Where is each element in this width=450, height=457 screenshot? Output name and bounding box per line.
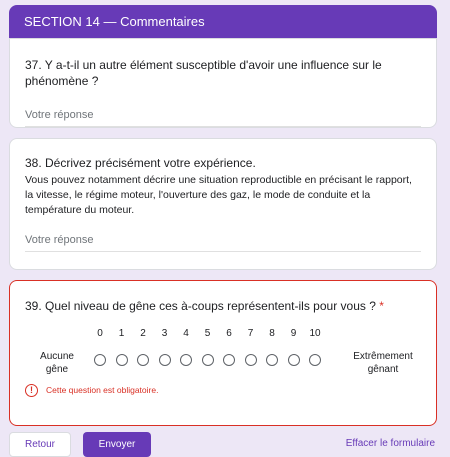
question-card-37 (9, 38, 437, 128)
scale-numbers (25, 328, 421, 342)
radio-circle-icon (94, 354, 106, 366)
radio-circle-icon (159, 354, 171, 366)
question-description-38: Vous pouvez notamment décrire une situation reproductible en précisant le rapport, la vitesse, le régime moteur, l'ouverture des gaz, le mode de conduite et la température du moteur. (25, 174, 412, 216)
scale-number-8: 8 (269, 328, 275, 339)
radio-circle-icon (202, 354, 214, 366)
scale-number-0: 0 (97, 328, 103, 339)
answer-input-38[interactable]: Votre réponse (25, 234, 421, 252)
radio-circle-icon (180, 354, 192, 366)
scale-number-1: 1 (118, 328, 125, 339)
scale-number-3: 3 (161, 328, 168, 339)
scale-row (25, 348, 421, 378)
question-title-39-text: 39. Quel niveau de gêne ces à-coups représentent-ils pour vous ? (25, 299, 376, 313)
question-title-39 (25, 298, 421, 314)
scale-number-6: 6 (226, 328, 232, 339)
form-footer (9, 430, 437, 455)
radio-circle-icon (309, 354, 321, 366)
question-card-39 (9, 280, 437, 426)
radio-circle-icon (137, 354, 149, 366)
submit-button[interactable]: Envoyer (83, 432, 151, 457)
question-title-38: 38. Décrivez précisément votre expérience. (25, 156, 256, 170)
scale-number-5: 5 (204, 328, 211, 339)
required-asterisk: * (379, 299, 384, 313)
scale-number-2: 2 (140, 328, 146, 339)
error-message: Cette question est obligatoire. (46, 385, 159, 395)
radio-circle-icon (288, 354, 300, 366)
scale-number-9: 9 (290, 328, 297, 339)
scale-number-10: 10 (309, 328, 321, 339)
form-container (9, 0, 437, 426)
question-card-38 (9, 138, 437, 270)
back-button[interactable]: Retour (9, 432, 71, 457)
scale-label-high: Extrêmement gênant (353, 351, 413, 375)
answer-input-37[interactable]: Votre réponse (25, 109, 421, 127)
radio-circle-icon (245, 354, 257, 366)
radio-circle-icon (266, 354, 278, 366)
section-header (9, 5, 437, 38)
radio-circle-icon (223, 354, 235, 366)
scale-number-4: 4 (183, 328, 189, 339)
scale-label-low: Aucune gêne (40, 351, 74, 375)
error-icon: ! (25, 384, 38, 397)
error-row (25, 384, 421, 400)
question-title-37: 37. Y a-t-il un autre élément susceptible d'avoir une influence sur le phénomène ? (25, 58, 382, 88)
section-title: SECTION 14 — Commentaires (24, 14, 205, 29)
clear-form-link[interactable]: Effacer le formulaire (345, 438, 435, 449)
radio-circle-icon (116, 354, 128, 366)
scale-number-7: 7 (247, 328, 254, 339)
